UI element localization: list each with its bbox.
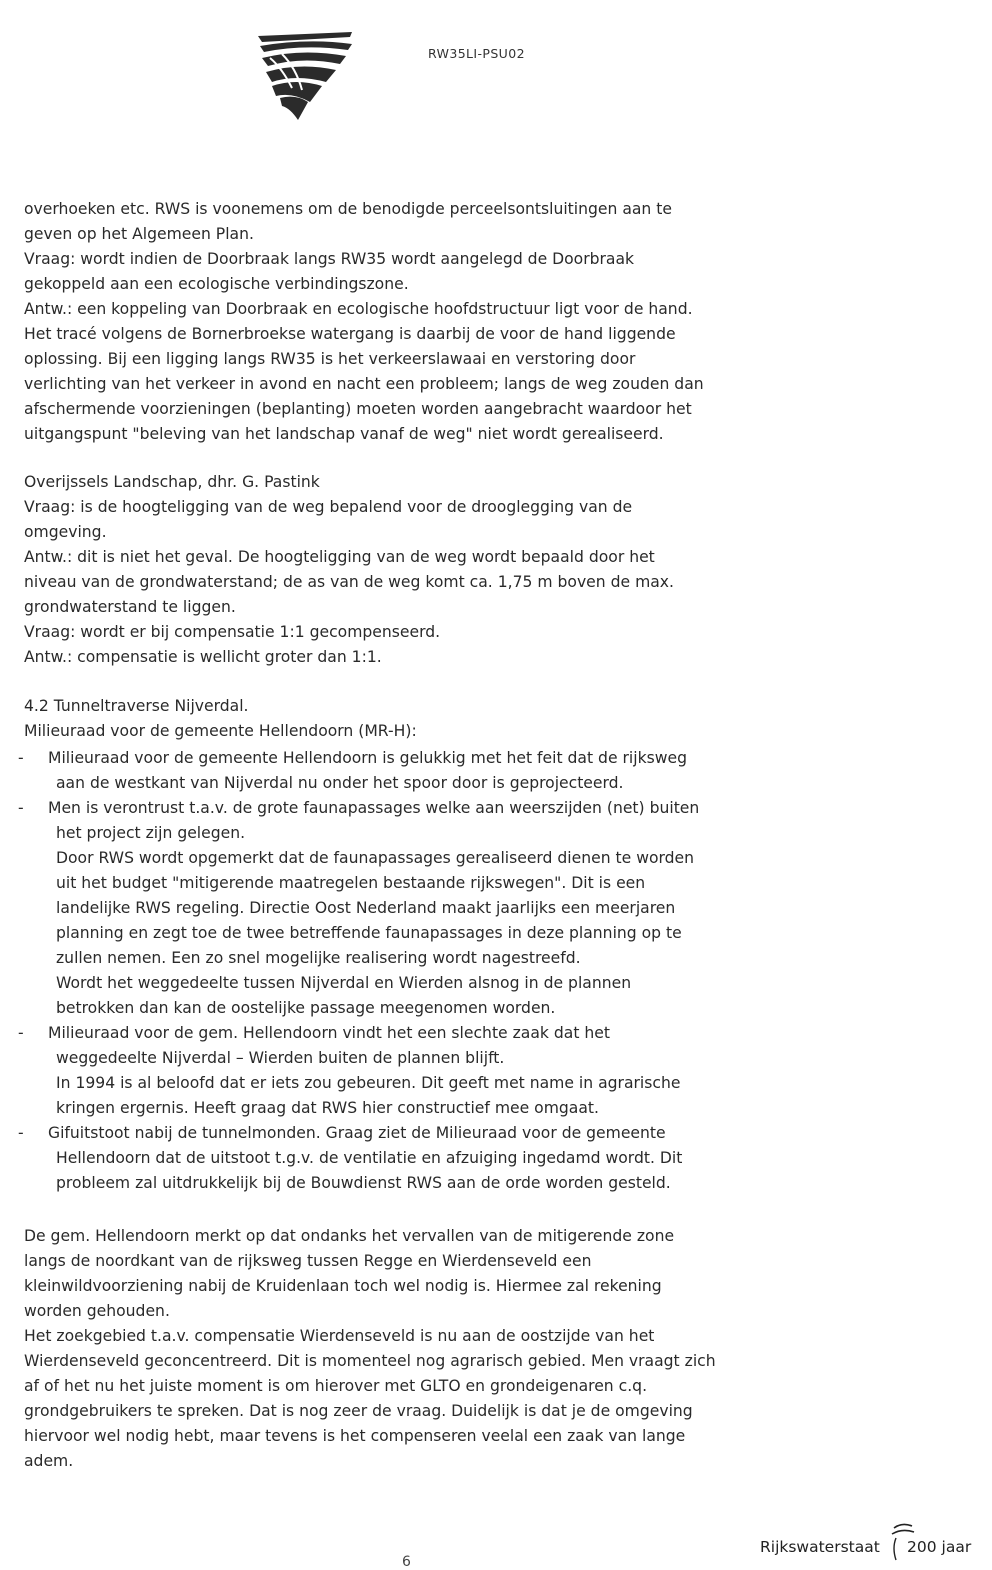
list-item: - Milieuraad voor de gemeente Hellendoorn is gelukkig met het feit dat de rijksweg aan de westkant van Nijverdal nu onder het spoor door is geprojecteerd. [18,749,687,792]
paragraph-doorbraak: overhoeken etc. RWS is voonemens om de benodigde perceelsontsluitingen aan te geven op het Algemeen Plan. Vraag: wordt indien de Doorbraak langs RW35 wordt aangelegd de Doorbraak gekoppeld aan een ecologische verbindingszone. Antw.: een koppeling van Doorbraak en ecologische hoofdstructuur ligt voor de hand. Het tracé volgens de Bornerbroekse watergang is daarbij de voor de hand liggende oplossing. Bij een ligging langs RW35 is het verkeerslawaai en verstoring door verlichting van het verkeer in avond en nacht een probleem; langs de weg zouden dan afschermende voorzieningen (beplanting) moeten worden aangebracht waardoor het uitgangspunt "beleving van het landschap vanaf de weg" niet wordt gerealiseerd. [24,200,704,443]
section-subtitle: Milieuraad voor de gemeente Hellendoorn (MR-H): [24,722,417,740]
paragraph-gem-hellendoorn: De gem. Hellendoorn merkt op dat ondanks het vervallen van de mitigerende zone langs de noordkant van de rijksweg tussen Regge en Wierdenseveld een kleinwildvoorziening nabij de Kruidenlaan toch wel nodig is. Hiermee zal rekening worden gehouden. Het zoekgebied t.a.v. compensatie Wierdenseveld is nu aan de oostzijde van het Wierdenseveld geconcentreerd. Dit is momenteel nog agrarisch gebied. Men vraagt zich af of het nu het juiste moment is om hierover met GLTO en grondeigenaren c.q. grondgebruikers te spreken. Dat is nog zeer de vraag. Duidelijk is dat je de omgeving hiervoor wel nodig hebt, maar tevens is het compenseren veelal een zaak van lange adem. [24,1227,716,1470]
list-item: - Gifuitstoot nabij de tunnelmonden. Graag ziet de Milieuraad voor de gemeente Hellendoorn dat de uitstoot t.g.v. de ventilatie en afzuiging ingedamd wordt. Dit probleem zal uitdrukkelijk bij de Bouwdienst RWS aan de orde worden gesteld. [18,1124,683,1192]
rijkswaterstaat-footer-logo [760,1520,992,1564]
list-item: - Milieuraad voor de gem. Hellendoorn vindt het een slechte zaak dat het weggedeelte Nijverdal – Wierden buiten de plannen blijft. In 1994 is al beloofd dat er iets zou gebeuren. Dit geeft met name in agrarische kringen ergernis. Heeft graag dat RWS hier constructief mee omgaat. [18,1024,681,1117]
list-item: - Men is verontrust t.a.v. de grote faunapassages welke aan weerszijden (net) buiten het project zijn gelegen. Door RWS wordt opgemerkt dat de faunapassages gerealiseerd dienen te worden uit het budget "mitigerende maatregelen bestaande rijkswegen". Dit is een landelijke RWS regeling. Directie Oost Nederland maakt jaarlijks een meerjaren planning en zegt toe de twee betreffende faunapassages in deze planning op te zullen nemen. Een zo snel mogelijke realisering wordt nagestreefd. Wordt het weggedeelte tussen Nijverdal en Wierden alsnog in de plannen betrokken dan kan de oostelijke passage meegenomen worden. [18,799,700,1017]
section-heading-tunneltraverse [24,694,794,744]
milieuraad-remarks-list [0,746,800,1196]
footer-brand: Rijkswaterstaat [760,1538,880,1556]
section-title: 4.2 Tunneltraverse Nijverdal. [24,697,249,715]
paragraph-overijssels-landschap: Overijssels Landschap, dhr. G. Pastink Vraag: is de hoogteligging van de weg bepalend voor de drooglegging van de omgeving. Antw.: dit is niet het geval. De hoogteligging van de weg wordt bepaald door het niveau van de grondwaterstand; de as van de weg komt ca. 1,75 m boven de max. grondwaterstand te liggen. Vraag: wordt er bij compensatie 1:1 gecompenseerd. Antw.: compensatie is wellicht groter dan 1:1. [24,473,674,666]
document-reference: RW35LI-PSU02 [428,46,525,61]
page-number: 6 [402,1554,411,1570]
footer-anniversary: 200 jaar [907,1538,972,1556]
ministry-logo-icon [252,28,358,124]
